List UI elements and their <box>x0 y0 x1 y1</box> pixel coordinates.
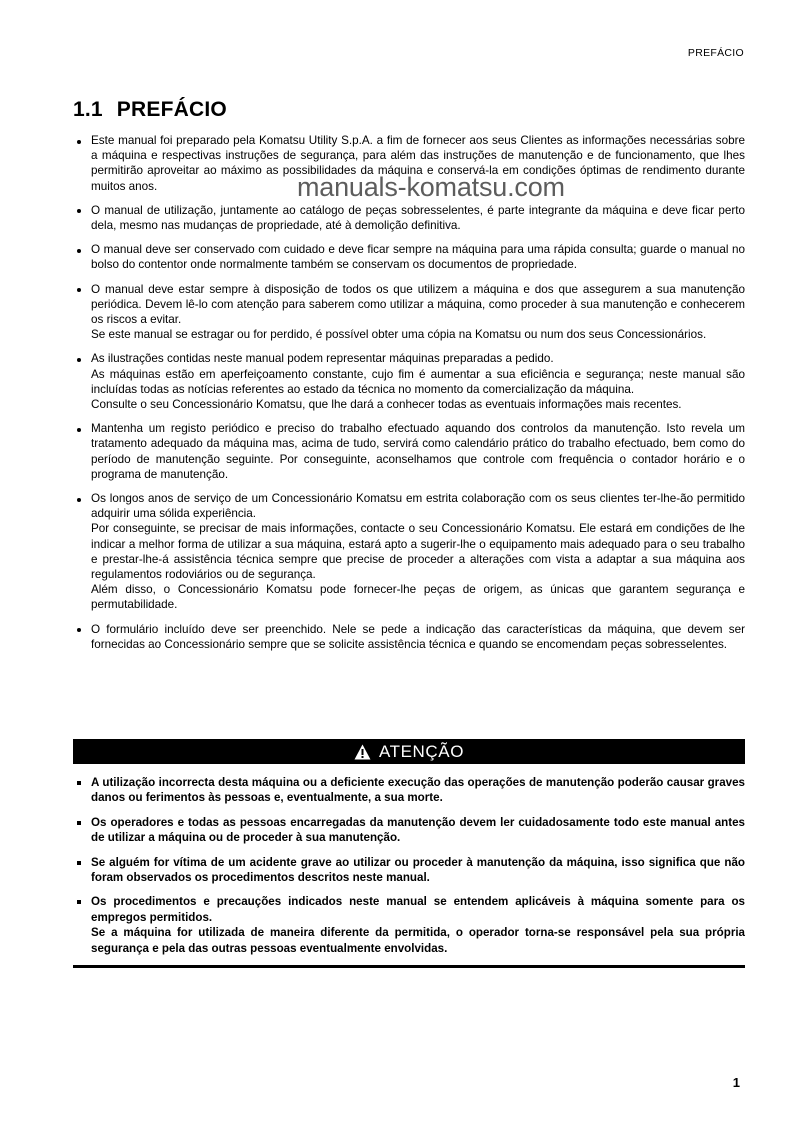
warning-bullet <box>73 894 745 956</box>
body-bullet-paragraph: Se este manual se estragar ou for perdido, é possível obter uma cópia na Komatsu ou num dos seus Concessionários. <box>91 328 707 342</box>
body-bullet <box>73 203 745 233</box>
body-bullet <box>73 133 745 194</box>
running-header: PREFÁCIO <box>687 47 744 59</box>
warning-block <box>73 739 745 968</box>
body-bullet <box>73 491 745 613</box>
body-bullet-paragraph: Este manual foi preparado pela Komatsu Utility S.p.A. a fim de fornecer aos seus Clientes as informações necessárias sobre a máquina e respectivas instruções de segurança, para além das instruções de manutenção e de funcionamento, que lhes permitirão aproveitar ao máximo as possibilidades da máquina e conservá-la em condições óptimas de rendimento durante muitos anos. <box>91 134 745 193</box>
body-bullet-paragraph: Consulte o seu Concessionário Komatsu, que lhe dará a conhecer todas as eventuais informações mais recentes. <box>91 398 682 412</box>
warning-bullet-paragraph: Os operadores e todas as pessoas encarregadas da manutenção devem ler cuidadosamente todo este manual antes de utilizar a máquina ou de proceder à sua manutenção. <box>91 815 745 845</box>
section-title-text: PREFÁCIO <box>116 98 227 121</box>
page-title <box>73 98 227 121</box>
page-number: 1 <box>732 1075 740 1090</box>
body-bullet-paragraph: As máquinas estão em aperfeiçoamento constante, cujo fim é aumentar a sua eficiência e segurança; neste manual são incluídas todas as notícias referentes ao estado da técnica no momento da comercialização da máquina. <box>91 367 745 396</box>
warning-bullet <box>73 775 745 806</box>
warning-bullet <box>73 855 745 886</box>
body-bullet-paragraph: O formulário incluído deve ser preenchido. Nele se pede a indicação das características da máquina, que devem ser fornecidas ao Concessionário sempre que se solicite assistência técnica e quando se encomendam peças sobresselentes. <box>91 622 745 651</box>
warning-list <box>73 775 745 956</box>
body-bullet <box>73 421 745 482</box>
warning-bullet <box>73 815 745 846</box>
body-bullet <box>73 242 745 272</box>
body-content <box>73 133 745 661</box>
body-bullet-paragraph: Os longos anos de serviço de um Concessionário Komatsu em estrita colaboração com os seus clientes ter-lhe-ão permitido adquirir uma sólida experiência. <box>91 492 745 521</box>
warning-bullet-paragraph: Se alguém for vítima de um acidente grave ao utilizar ou proceder à manutenção da máquina, isso significa que não foram observados os procedimentos descritos neste manual. <box>91 855 745 885</box>
body-bullet-paragraph: Por conseguinte, se precisar de mais informações, contacte o seu Concessionário Komatsu. Ele estará em condições de lhe indicar a melhor forma de utilizar a sua máquina, estará apto a sugerir-lhe o equipamento mais adequado para o seu trabalho e prestar-lhe-á assistência técnica sempre que precise de proceder a alterações com vista a adaptar a sua máquina aos regulamentos rodoviários ou de segurança. <box>91 522 745 582</box>
body-bullet-paragraph: O manual deve ser conservado com cuidado e deve ficar sempre na máquina para uma rápida consulta; guarde o manual no bolso do contentor onde normalmente também se conservam os documentos de propriedade. <box>91 243 745 272</box>
warning-bottom-rule <box>73 965 745 968</box>
body-bullet-paragraph: Mantenha um registo periódico e preciso do trabalho efectuado aquando dos controlos da manutenção. Isto revela um tratamento adequado da máquina mas, acima de tudo, servirá como calendário prático do trabalho efectuado, bem como do período de manutenção seguinte. Por conseguinte, aconselhamos que controle com frequência o contador horário e o programa de manutenção. <box>91 422 745 481</box>
warning-banner <box>73 739 745 764</box>
warning-bullet-paragraph: Se a máquina for utilizada de maneira diferente da permitida, o operador torna-se responsável pela sua própria segurança e pela das outras pessoas eventualmente envolvidas. <box>91 926 745 955</box>
body-bullet-paragraph: O manual deve estar sempre à disposição de todos os que utilizem a máquina e dos que assegurem a sua manutenção periódica. Devem lê-lo com atenção para saberem como utilizar a máquina, como proceder à sua manutenção e conhecerem os riscos a evitar. <box>91 282 745 327</box>
body-bullet <box>73 282 745 343</box>
watermark: manuals-komatsu.com <box>297 172 565 202</box>
warning-bullet-paragraph: Os procedimentos e precauções indicados neste manual se entendem aplicáveis à máquina somente para os empregos permitidos. <box>91 895 745 924</box>
warning-triangle-icon <box>354 744 371 760</box>
body-bullet-paragraph: Além disso, o Concessionário Komatsu pode fornecer-lhe peças de origem, as únicas que garantem segurança e permutabilidade. <box>91 583 745 612</box>
section-number: 1.1 <box>73 98 103 121</box>
warning-bullet-paragraph: A utilização incorrecta desta máquina ou a deficiente execução das operações de manutenção poderão causar graves danos ou ferimentos às pessoas e, eventualmente, a sua morte. <box>91 776 745 805</box>
body-bullet-paragraph: O manual de utilização, juntamente ao catálogo de peças sobresselentes, é parte integrante da máquina e deve ficar perto dela, mesmo nas mudanças de propriedade, até à demolição definitiva. <box>91 203 745 233</box>
body-bullet <box>73 351 745 412</box>
body-bullet <box>73 622 745 652</box>
body-bullet-paragraph: As ilustrações contidas neste manual podem representar máquinas preparadas a pedido. <box>91 352 554 366</box>
warning-banner-label: ATENÇÃO <box>378 742 465 761</box>
